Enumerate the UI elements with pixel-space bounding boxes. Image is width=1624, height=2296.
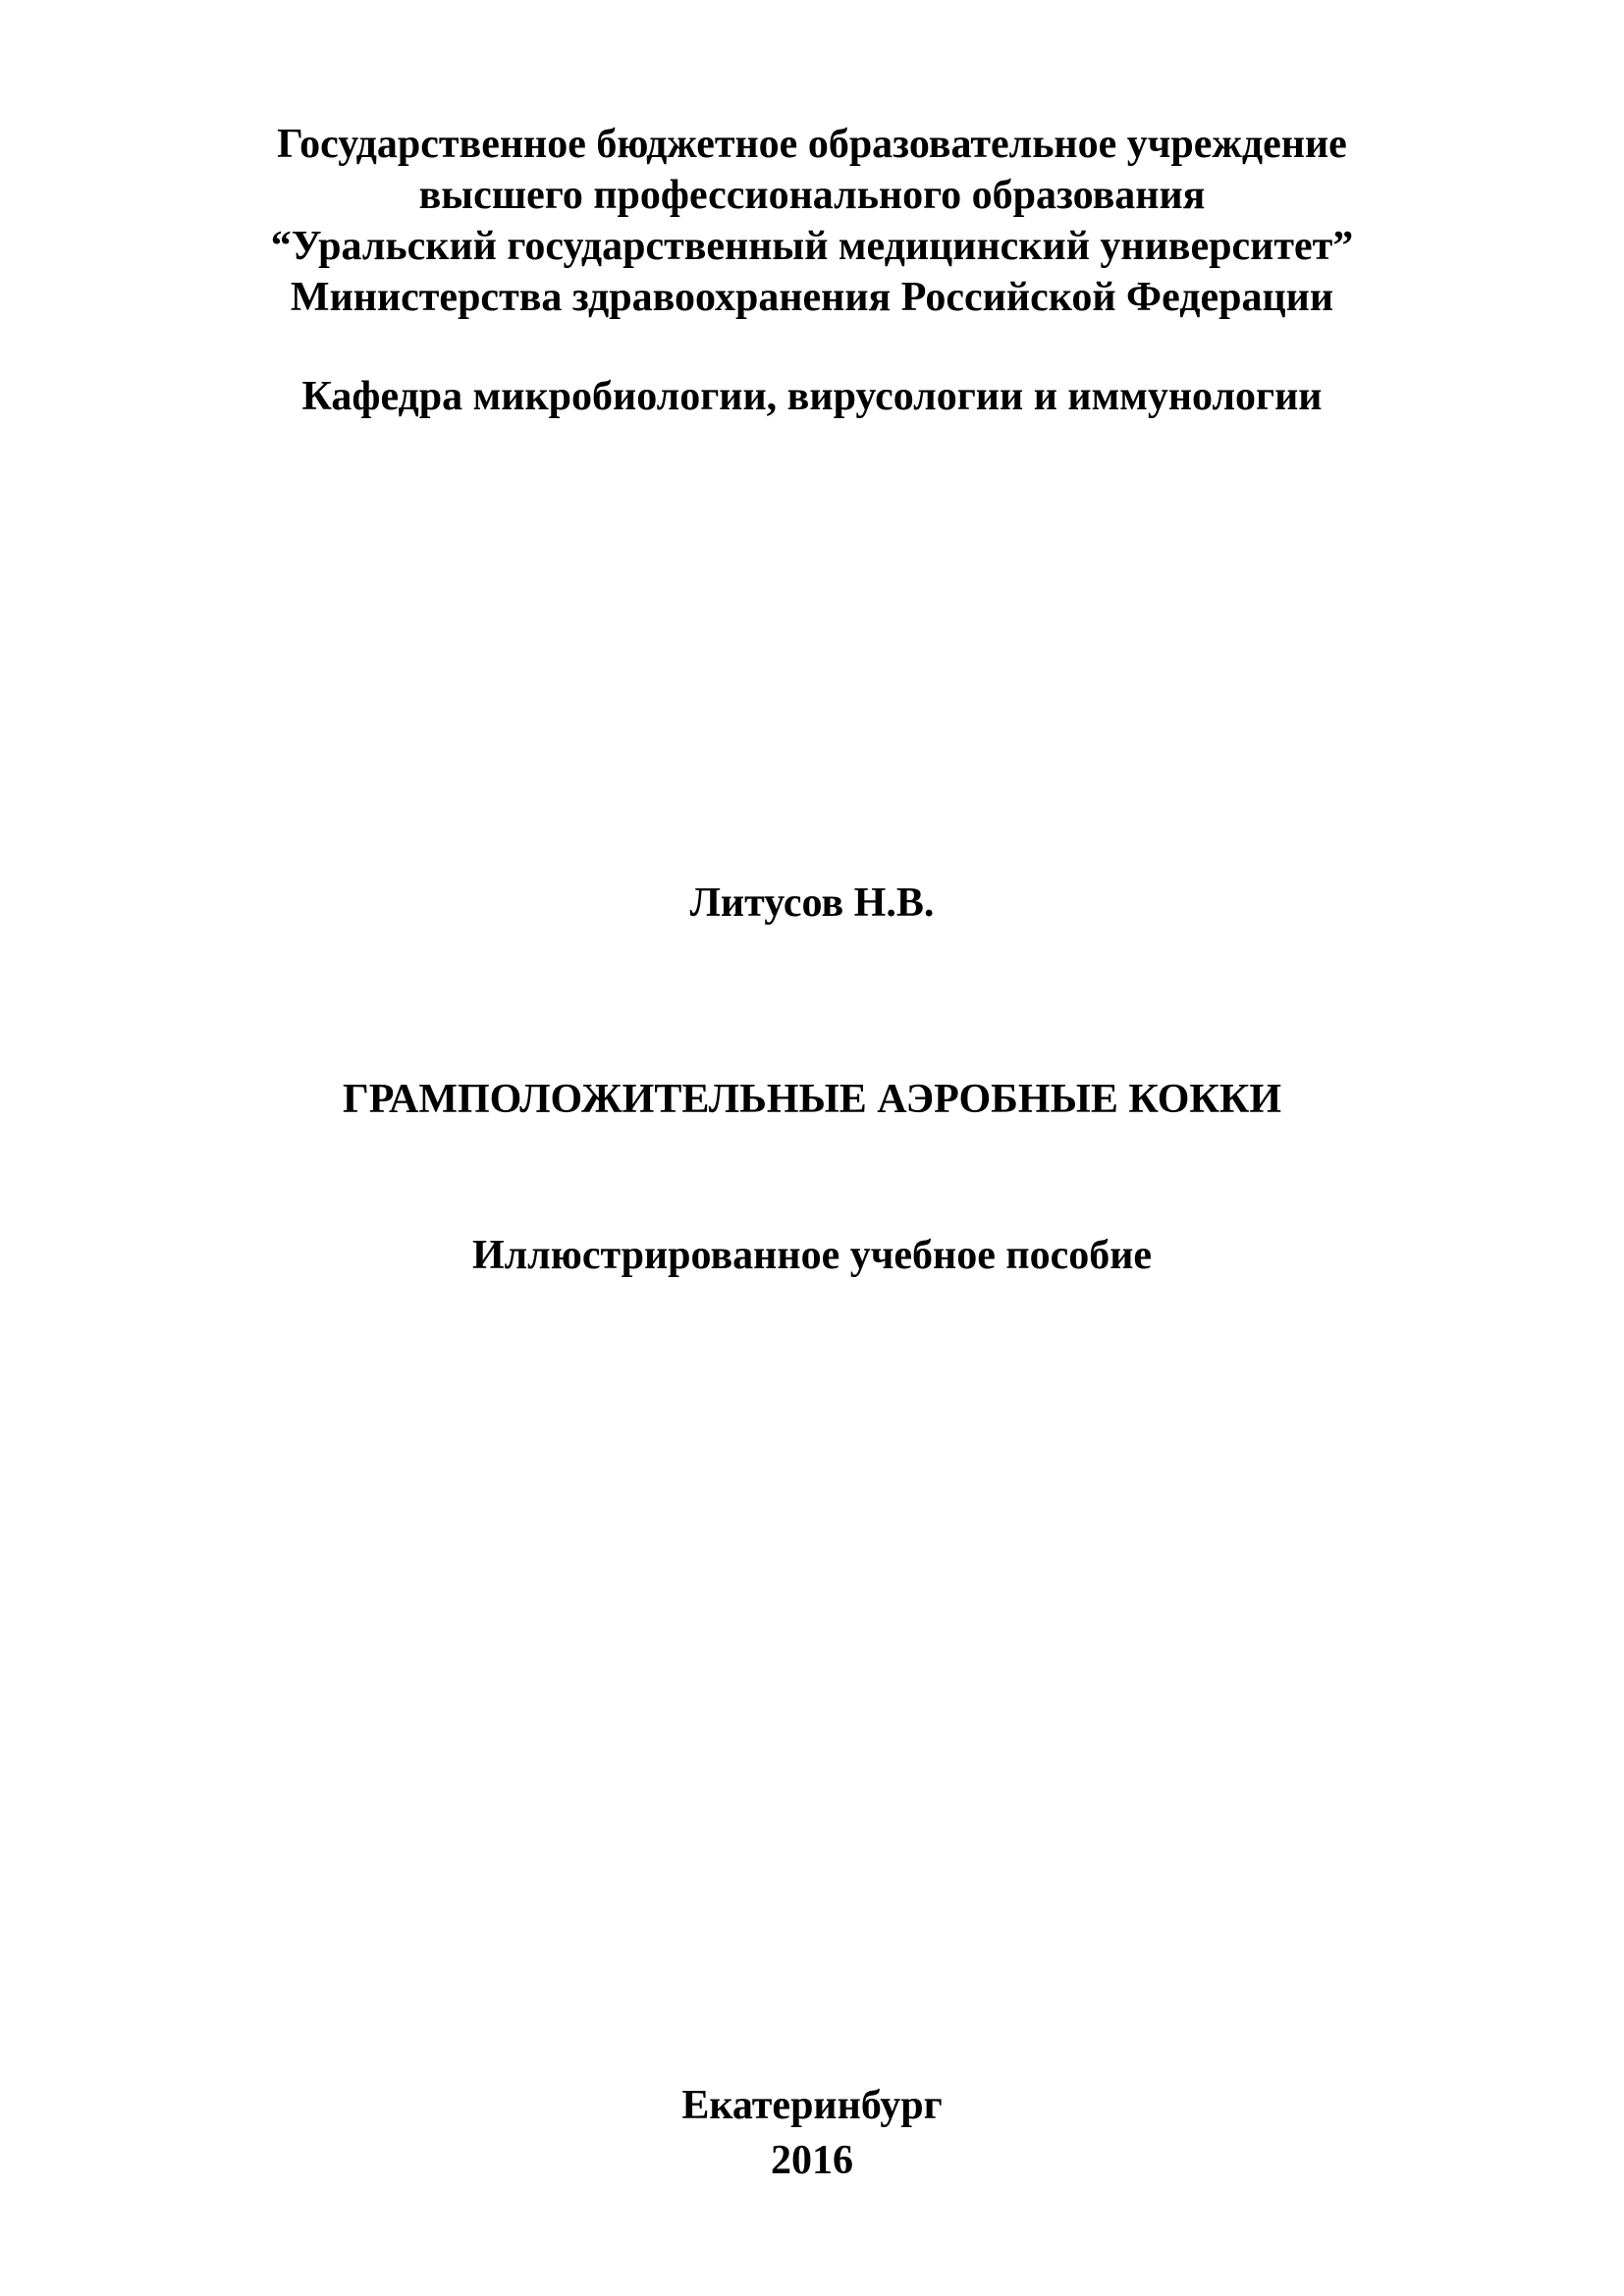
document-title: ГРАМПОЛОЖИТЕЛЬНЫЕ АЭРОБНЫЕ КОККИ bbox=[343, 1077, 1281, 1122]
institution-line-4: Министерства здравоохранения Российской Федерации bbox=[290, 275, 1334, 320]
publication-year: 2016 bbox=[771, 2138, 853, 2183]
institution-line-1: Государственное бюджетное образовательное учреждение bbox=[277, 122, 1347, 167]
department-name: Кафедра микробиологии, вирусологии и иммунологии bbox=[301, 374, 1323, 419]
publication-city: Екатеринбург bbox=[681, 2083, 943, 2128]
institution-line-2: высшего профессионального образования bbox=[418, 173, 1206, 218]
document-subtitle: Иллюстрированное учебное пособие bbox=[471, 1233, 1153, 1278]
author-name: Литусов Н.В. bbox=[689, 881, 935, 926]
institution-line-3: “Уральский государственный медицинский университет” bbox=[270, 224, 1354, 269]
